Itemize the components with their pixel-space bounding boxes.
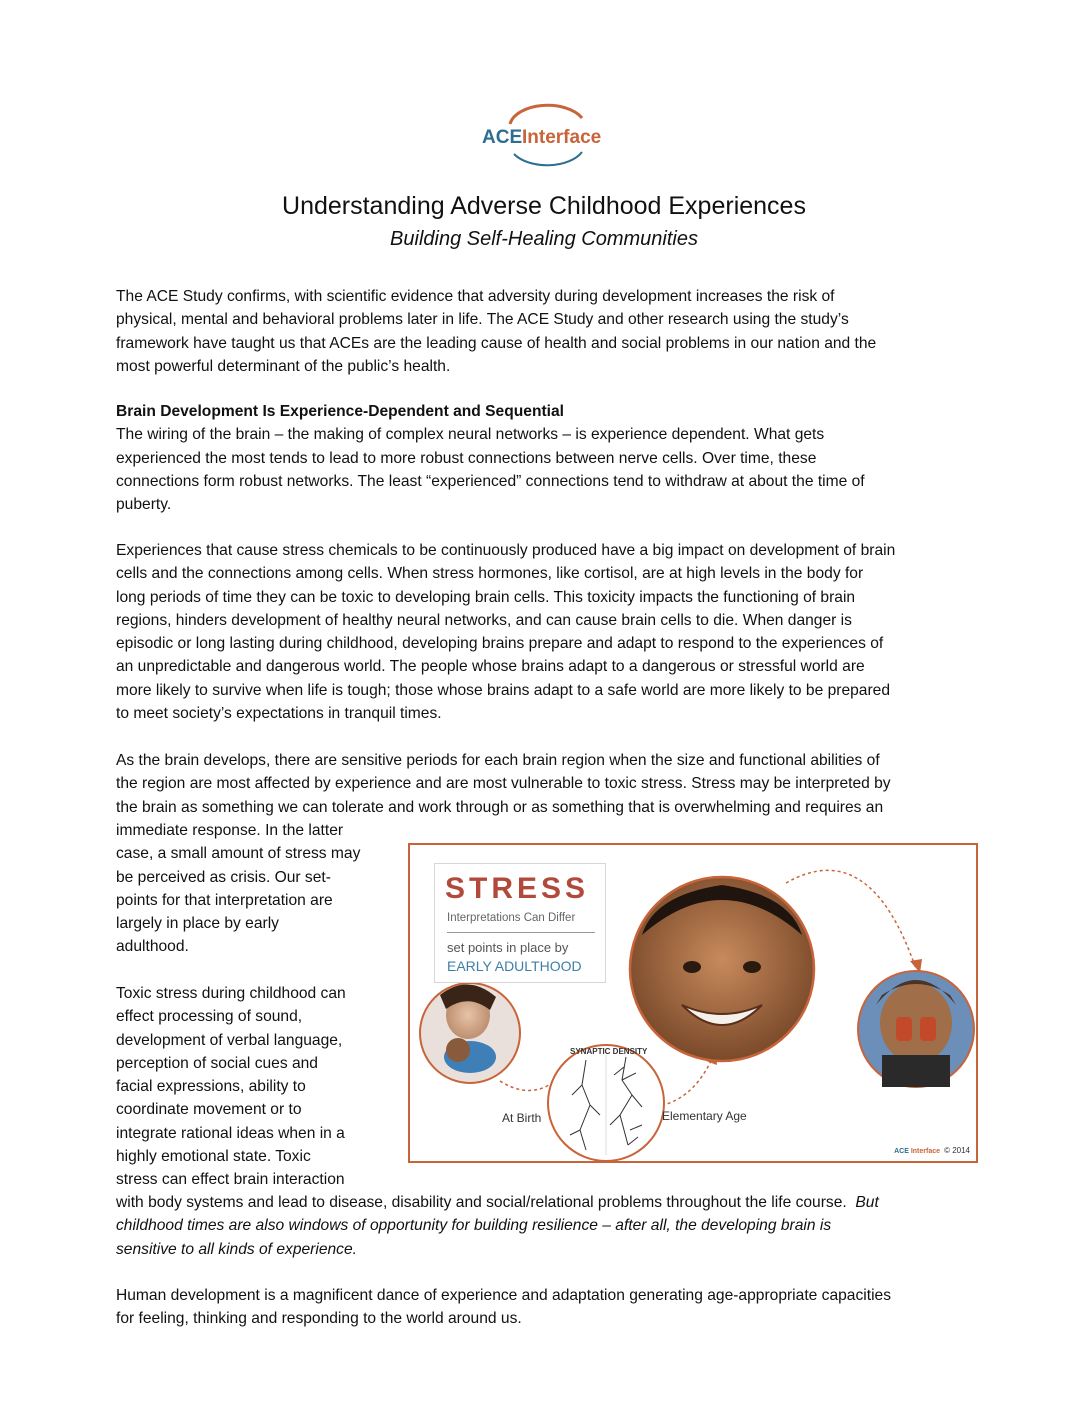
text-line: be perceived as crisis. Our set- — [116, 868, 331, 886]
text-line: connections form robust networks. The least “experienced” connections tend to withdraw at about the time of — [116, 472, 865, 490]
paragraph-sensitive-periods — [116, 749, 976, 819]
section-heading: Brain Development Is Experience-Dependent and Sequential — [116, 403, 565, 420]
text-line: adulthood. — [116, 938, 189, 956]
text-line: puberty. — [116, 496, 172, 514]
logo-text-ace: ACE — [482, 127, 523, 148]
paragraph-human-development — [116, 1284, 976, 1331]
text-line: framework have taught us that ACEs are the leading cause of health and social problems in our nation and the — [116, 334, 877, 352]
text-line: facial expressions, ability to — [116, 1078, 306, 1096]
text-line: largely in place by early — [116, 915, 279, 933]
at-birth-label: At Birth — [502, 1111, 542, 1125]
paragraph-brain-development — [116, 400, 976, 516]
text-line: episodic or long lasting during childhood, developing brains prepare and adapt to respond to the experiences of — [116, 635, 884, 653]
paragraph-ace-study — [116, 285, 976, 378]
text-line: for feeling, thinking and responding to the world around us. — [116, 1310, 522, 1328]
page-title: Understanding Adverse Childhood Experiences — [282, 192, 806, 220]
early-adulthood-text: EARLY ADULTHOOD — [447, 958, 582, 974]
text-line: more likely to survive when life is tough; those whose brains adapt to a safe world are more likely to be prepared — [116, 681, 891, 699]
text-line: The wiring of the brain – the making of complex neural networks – is experience dependent. What gets — [116, 426, 825, 444]
paragraph-sensitive-periods-wrap — [116, 819, 386, 959]
paragraph-toxic-stress-wrap — [116, 982, 386, 1192]
paragraph-stress-chemicals — [116, 539, 976, 725]
text-line: stress can effect brain interaction — [116, 1171, 345, 1189]
text-line: points for that interpretation are — [116, 891, 333, 909]
text-line: experienced the most tends to lead to more robust connections between nerve cells. Over time, these — [116, 449, 817, 467]
stress-subtitle: Interpretations Can Differ — [447, 912, 576, 924]
text-line: The ACE Study confirms, with scientific evidence that adversity during development increases the risk of — [116, 288, 835, 305]
ace-interface-logo — [470, 96, 620, 176]
stress-label-box — [434, 863, 606, 983]
copyright-text: © 2014 — [944, 1146, 970, 1155]
mini-logo: ACE Interface — [894, 1148, 940, 1155]
text-line: highly emotional state. Toxic — [116, 1148, 311, 1166]
text-line: sensitive to all kinds of experience. — [116, 1240, 357, 1258]
elementary-age-label: Elementary Age — [662, 1109, 747, 1123]
text-line: an unpredictable and dangerous world. The people whose brains adapt to a dangerous or stressful world are — [116, 658, 865, 676]
synaptic-density-label: SYNAPTIC DENSITY — [570, 1047, 648, 1056]
text-line: immediate response. In the latter — [116, 822, 344, 839]
logo-text-interface: Interface — [522, 127, 602, 148]
text-line: cells and the connections among cells. When stress hormones, like cortisol, are at high levels in the body for — [116, 565, 864, 583]
paragraph-toxic-stress — [116, 1191, 976, 1261]
stress-title: STRESS — [445, 872, 590, 905]
divider — [447, 932, 595, 933]
text-line: regions, hinders development of healthy neural networks, and can cause brain cells to die. When danger is — [116, 611, 852, 629]
text-line: to meet society’s expectations in tranquil times. — [116, 705, 442, 723]
stress-figure — [408, 843, 978, 1163]
text-line: childhood times are also windows of opportunity for building resilience – after all, the developing brain is — [116, 1217, 832, 1235]
text-line: As the brain develops, there are sensitive periods for each brain region when the size and functional abilities of — [116, 752, 880, 769]
text-line: Experiences that cause stress chemicals to be continuously produced have a big impact on development of brain — [116, 542, 896, 559]
text-line: Toxic stress during childhood can — [116, 985, 346, 1002]
text-line: most powerful determinant of the public’s health. — [116, 357, 451, 375]
text-line: physical, mental and behavioral problems later in life. The ACE Study and other research using the study’s — [116, 311, 849, 329]
text-line: the region are most affected by experience and are most vulnerable to toxic stress. Stress may be interpreted by — [116, 775, 891, 793]
text-line: case, a small amount of stress may — [116, 845, 361, 863]
text-line: Human development is a magnificent dance of experience and adaptation generating age-appropriate capacities — [116, 1287, 891, 1304]
text-line: with body systems and lead to disease, disability and social/relational problems throughout the life course. But — [116, 1194, 879, 1211]
text-line: coordinate movement or to — [116, 1101, 302, 1119]
page-subtitle: Building Self-Healing Communities — [390, 228, 698, 250]
text-line: integrate rational ideas when in a — [116, 1124, 345, 1142]
text-line: effect processing of sound, — [116, 1008, 303, 1026]
text-line: the brain as something we can tolerate and work through or as something that is overwhelming and requires an — [116, 798, 884, 816]
text-line: long periods of time they can be toxic to developing brain cells. This toxicity impacts the functioning of brain — [116, 588, 856, 606]
set-points-text: set points in place by — [447, 940, 569, 955]
arrow-birth — [500, 1081, 555, 1091]
text-line: development of verbal language, — [116, 1031, 343, 1049]
smiling-child-photo — [630, 877, 814, 1061]
text-line: perception of social cues and — [116, 1054, 318, 1072]
